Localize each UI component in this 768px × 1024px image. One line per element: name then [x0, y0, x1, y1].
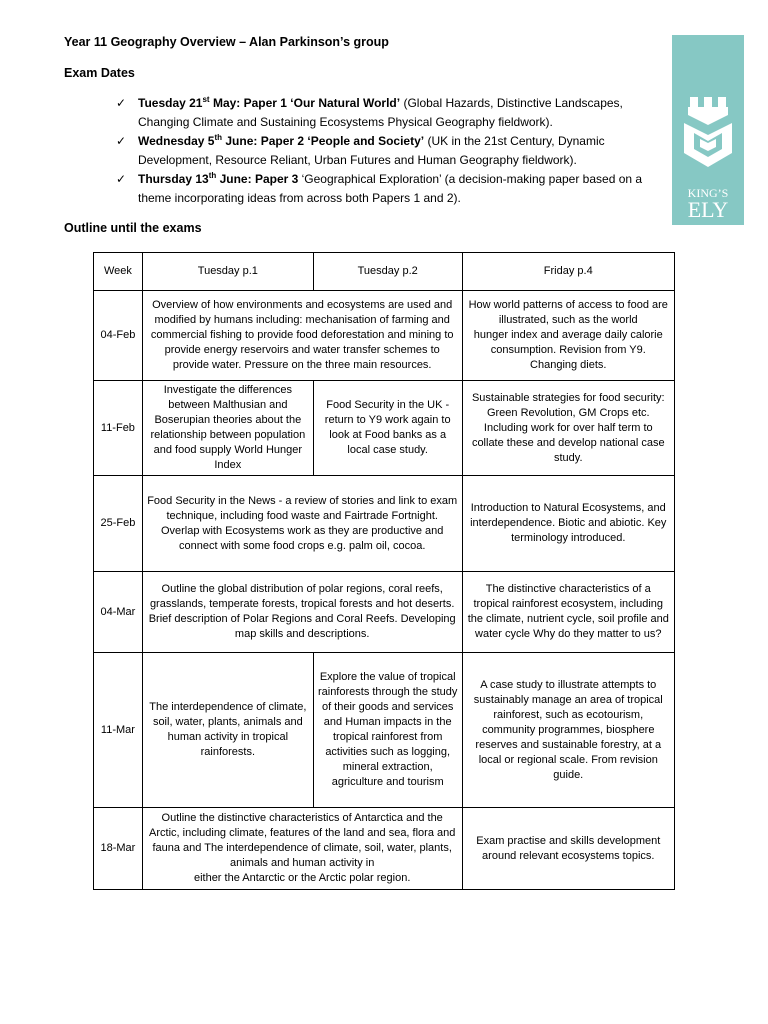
outline-heading: Outline until the exams — [64, 221, 202, 235]
tuesday-merged-cell: Outline the global distribution of polar regions, coral reefs, grasslands, temperate forests, tropical forests and hot deserts. Brief description of Polar Regions and Coral Reefs. Developing map skills and descriptions. — [142, 572, 462, 653]
exam-paper: June: Paper 2 ‘People and Society’ — [222, 134, 425, 148]
friday-cell: How world patterns of access to food are illustrated, such as the world hunger index and average daily calorie consumption. Revision from Y9. Changing diets. — [462, 291, 674, 381]
exam-dates-heading: Exam Dates — [64, 66, 135, 80]
table-row — [94, 572, 675, 653]
logo-text-ely: ELY — [687, 197, 729, 222]
tuesday-merged-cell: Food Security in the News - a review of stories and link to exam technique, including food waste and Fairtrade Fortnight. Overlap with Ecosystems work as they are productive and connect with some food crops e.g. palm oil, cocoa. — [142, 476, 462, 572]
table-row — [94, 653, 675, 808]
friday-cell: Exam practise and skills development around relevant ecosystems topics. — [462, 808, 674, 890]
table-row — [94, 291, 675, 381]
week-cell: 25-Feb — [94, 476, 143, 572]
document-title: Year 11 Geography Overview – Alan Parkinson’s group — [64, 35, 389, 49]
table-row — [94, 808, 675, 890]
exam-description: (UK in the 21st Century, Dynamic Development, Resource Reliant, Urban Futures and Human Geography fieldwork). — [138, 134, 605, 167]
schedule-table — [93, 252, 675, 890]
table-row — [94, 381, 675, 476]
exam-paper: June: Paper 3 — [216, 172, 299, 186]
exam-paper: May: Paper 1 ‘Our Natural World’ — [209, 96, 401, 110]
tuesday-p1-cell: Investigate the differences between Malthusian and Boserupian theories about the relationship between population and food supply World Hunger Index — [142, 381, 313, 476]
exam-day-suffix: th — [208, 171, 217, 180]
exam-day: Thursday 13 — [138, 172, 209, 186]
tuesday-merged-cell: Overview of how environments and ecosystems are used and modified by humans including: mechanisation of farming and commercial fishing to provide food deforestation and mining to provide energy reservoirs and water transfer schemes to provide water. Pressure on the three main resources. — [142, 291, 462, 381]
header-tuesday-p1: Tuesday p.1 — [142, 253, 313, 291]
table-row — [94, 476, 675, 572]
week-cell: 04-Feb — [94, 291, 143, 381]
exam-dates-list — [116, 94, 676, 208]
week-cell: 18-Mar — [94, 808, 143, 890]
exam-day: Wednesday 5 — [138, 134, 215, 148]
header-week: Week — [94, 253, 143, 291]
checkmark-icon: ✓ — [116, 134, 127, 148]
header-tuesday-p2: Tuesday p.2 — [313, 253, 462, 291]
exam-day: Tuesday 21 — [138, 96, 203, 110]
tuesday-merged-cell: Outline the distinctive characteristics of Antarctica and the Arctic, including climate, features of the land and sea, flora and fauna and The interdependence of climate, soil, water, plants, animals and human activity in either the Antarctic or the Arctic polar region. — [142, 808, 462, 890]
friday-cell: A case study to illustrate attempts to sustainably manage an area of tropical rainforest, such as ecotourism, community programmes, biosphere reserves and sustainable forestry, at a local or regional scale. From revision guide. — [462, 653, 674, 808]
checkmark-icon: ✓ — [116, 172, 127, 186]
exam-description: ‘Geographical Exploration’ (a decision-making paper based on a theme incorporating ideas from across both Papers 1 and 2). — [138, 172, 643, 205]
tuesday-p1-cell: The interdependence of climate, soil, water, plants, animals and human activity in tropical rainforests. — [142, 653, 313, 808]
exam-item-paper-3 — [116, 170, 676, 208]
exam-day-suffix: th — [214, 133, 223, 142]
friday-cell: The distinctive characteristics of a tropical rainforest ecosystem, including the climate, nutrient cycle, soil profile and water cycle Why do they matter to us? — [462, 572, 674, 653]
week-cell: 11-Feb — [94, 381, 143, 476]
exam-day-suffix: st — [202, 95, 210, 104]
tuesday-p2-cell: Food Security in the UK - return to Y9 work again to look at Food banks as a local case study. — [313, 381, 462, 476]
tuesday-p2-cell: Explore the value of tropical rainforests through the study of their goods and services and Human impacts in the tropical rainforest from activities such as logging, mineral extraction, agriculture and tourism — [313, 653, 462, 808]
exam-description: (Global Hazards, Distinctive Landscapes, Changing Climate and Sustaining Ecosystems Physical Geography fieldwork). — [138, 96, 623, 129]
friday-cell: Introduction to Natural Ecosystems, and interdependence. Biotic and abiotic. Key terminology introduced. — [462, 476, 674, 572]
checkmark-icon: ✓ — [116, 96, 127, 110]
header-friday-p4: Friday p.4 — [462, 253, 674, 291]
exam-item-paper-1 — [116, 94, 676, 132]
castle-logo-icon — [672, 35, 744, 225]
exam-item-paper-2 — [116, 132, 676, 170]
table-header-row — [94, 253, 675, 291]
kings-ely-logo — [672, 35, 744, 225]
week-cell: 11-Mar — [94, 653, 143, 808]
week-cell: 04-Mar — [94, 572, 143, 653]
logo-text-kings: KING’S — [687, 186, 729, 200]
friday-cell: Sustainable strategies for food security: Green Revolution, GM Crops etc. Including work for over half term to collate these and develop national case study. — [462, 381, 674, 476]
